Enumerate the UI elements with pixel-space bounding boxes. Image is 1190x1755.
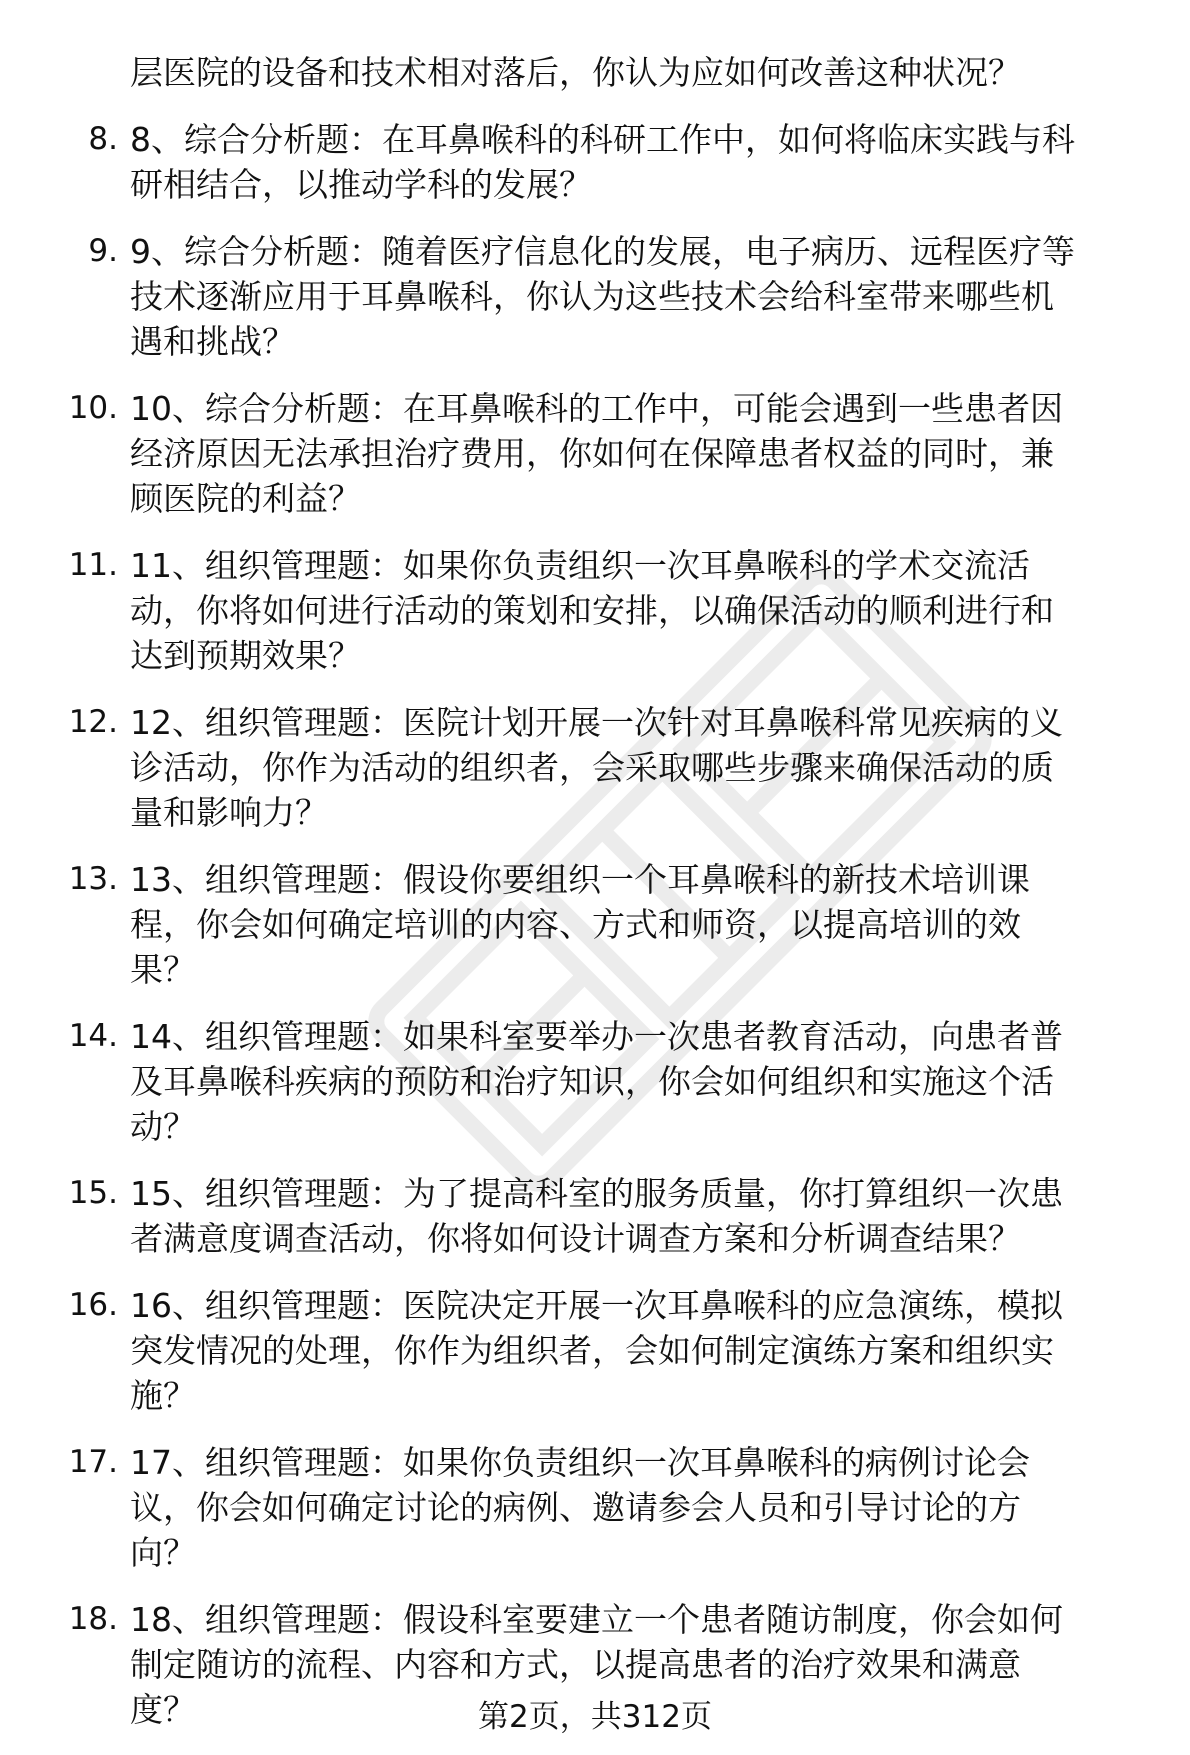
page-footer: 第2页，共312页 xyxy=(478,1699,712,1735)
continued-question-line: 层医院的设备和技术相对落后，你认为应如何改善这种状况？ xyxy=(130,53,1021,92)
question-list xyxy=(60,50,1150,1754)
question-text-line: 施？ xyxy=(130,1376,196,1415)
question-text xyxy=(130,1283,1150,1418)
list-item xyxy=(60,1171,1150,1261)
list-item xyxy=(60,857,1150,992)
question-text-line: 研相结合，以推动学科的发展？ xyxy=(130,165,592,204)
list-item xyxy=(60,700,1150,835)
question-text-line: 遇和挑战？ xyxy=(130,322,295,361)
list-item xyxy=(60,543,1150,678)
question-text-line: 度？ xyxy=(130,1690,196,1729)
question-text-line: 13、组织管理题：假设你要组织一个耳鼻喉科的新技术培训课 xyxy=(130,860,1030,899)
question-text xyxy=(130,117,1150,207)
list-item xyxy=(60,1283,1150,1418)
list-item-number: 8. xyxy=(88,121,118,157)
list-item xyxy=(60,117,1150,207)
question-text-line: 动？ xyxy=(130,1107,196,1146)
list-item-number: 18. xyxy=(68,1601,118,1637)
question-text-line: 14、组织管理题：如果科室要举办一次患者教育活动，向患者普 xyxy=(130,1017,1063,1056)
question-text-line: 18、组织管理题：假设科室要建立一个患者随访制度，你会如何 xyxy=(130,1600,1063,1639)
list-item-number: 15. xyxy=(68,1175,118,1211)
list-item-number: 9. xyxy=(88,233,118,269)
question-text xyxy=(130,857,1150,992)
list-item xyxy=(60,1440,1150,1575)
question-text-line: 15、组织管理题：为了提高科室的服务质量，你打算组织一次患 xyxy=(130,1174,1063,1213)
question-text-line: 16、组织管理题：医院决定开展一次耳鼻喉科的应急演练，模拟 xyxy=(130,1286,1063,1325)
question-text-line: 9、综合分析题：随着医疗信息化的发展，电子病历、远程医疗等 xyxy=(130,232,1075,271)
question-text-line: 程，你会如何确定培训的内容、方式和师资，以提高培训的效 xyxy=(130,905,1021,944)
question-text-line: 10、综合分析题：在耳鼻喉科的工作中，可能会遇到一些患者因 xyxy=(130,389,1063,428)
question-text-line: 17、组织管理题：如果你负责组织一次耳鼻喉科的病例讨论会 xyxy=(130,1443,1030,1482)
list-item-number: 13. xyxy=(68,861,118,897)
question-text-line: 11、组织管理题：如果你负责组织一次耳鼻喉科的学术交流活 xyxy=(130,546,1030,585)
question-text-line: 达到预期效果？ xyxy=(130,636,361,675)
question-text-line: 12、组织管理题：医院计划开展一次针对耳鼻喉科常见疾病的义 xyxy=(130,703,1063,742)
question-text-line: 突发情况的处理，你作为组织者，会如何制定演练方案和组织实 xyxy=(130,1331,1054,1370)
question-text-line: 议，你会如何确定讨论的病例、邀请参会人员和引导讨论的方 xyxy=(130,1488,1021,1527)
question-text-line: 8、综合分析题：在耳鼻喉科的科研工作中，如何将临床实践与科 xyxy=(130,120,1075,159)
list-item xyxy=(60,1014,1150,1149)
question-text-line: 经济原因无法承担治疗费用，你如何在保障患者权益的同时，兼 xyxy=(130,434,1054,473)
list-item-number: 12. xyxy=(68,704,118,740)
list-item-number: 16. xyxy=(68,1287,118,1323)
question-text-line: 量和影响力？ xyxy=(130,793,328,832)
question-text xyxy=(130,1171,1150,1261)
question-text-line: 及耳鼻喉科疾病的预防和治疗知识，你会如何组织和实施这个活 xyxy=(130,1062,1054,1101)
list-item-number: 10. xyxy=(68,390,118,426)
list-item-number: 17. xyxy=(68,1444,118,1480)
question-text-line: 向？ xyxy=(130,1533,196,1572)
question-text xyxy=(130,1440,1150,1575)
list-item xyxy=(60,229,1150,364)
question-text-line: 动，你将如何进行活动的策划和安排，以确保活动的顺利进行和 xyxy=(130,591,1054,630)
question-text-line: 制定随访的流程、内容和方式，以提高患者的治疗效果和满意 xyxy=(130,1645,1021,1684)
list-item xyxy=(60,386,1150,521)
items-container xyxy=(60,117,1150,1732)
question-text xyxy=(130,229,1150,364)
question-text-line: 顾医院的利益？ xyxy=(130,479,361,518)
question-text-line: 技术逐渐应用于耳鼻喉科，你认为这些技术会给科室带来哪些机 xyxy=(130,277,1054,316)
question-text xyxy=(130,386,1150,521)
list-item-number: 14. xyxy=(68,1018,118,1054)
question-text-line: 者满意度调查活动，你将如何设计调查方案和分析调查结果？ xyxy=(130,1219,1021,1258)
question-text xyxy=(130,543,1150,678)
question-text xyxy=(130,1014,1150,1149)
question-text-line: 果？ xyxy=(130,950,196,989)
question-text-line: 诊活动，你作为活动的组织者，会采取哪些步骤来确保活动的质 xyxy=(130,748,1054,787)
question-text xyxy=(130,700,1150,835)
list-item-number: 11. xyxy=(68,547,118,583)
